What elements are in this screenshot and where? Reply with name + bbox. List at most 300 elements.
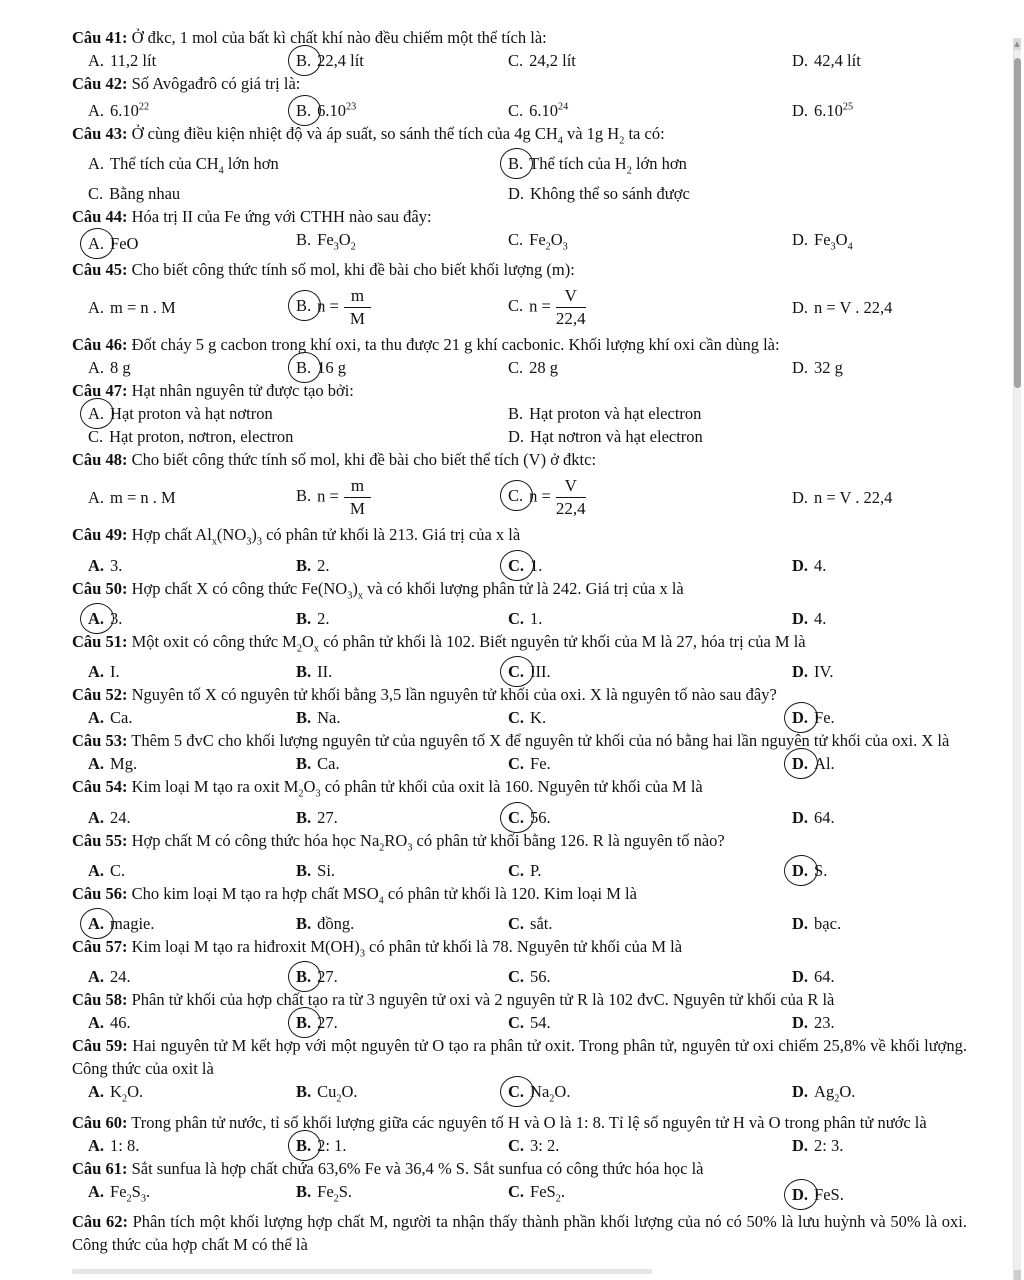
option-label: D. [792,1082,809,1102]
option-50-d [776,607,967,630]
option-text: 32 g [814,358,843,378]
question-text [72,72,967,95]
option-text: 56. [530,967,551,987]
option-48-c [492,476,776,519]
option-46-a [72,356,280,379]
option-text: 27. [317,807,338,827]
option-label: A. [88,153,105,173]
scrollbar-up-arrow-icon[interactable]: ▲ [1014,40,1020,48]
question-text [72,935,967,965]
option-text: 24,2 lít [529,51,576,70]
option-label: A. [88,662,105,682]
question-stem: Đốt cháy 5 g cacbon trong khí oxi, ta thu được 21 g khí cacbonic. Khối lượng khí oxi cần dùng là: [131,335,780,355]
question-52 [72,683,967,729]
option-label: A. [88,100,105,120]
question-53 [72,729,967,775]
option-text: n = V . 22,4 [814,487,893,507]
fraction [344,286,371,329]
option-text: $Na_2O$. [530,1082,571,1105]
option-label: A. [88,358,105,378]
question-stem: Trong phân tử nước, tỉ số khối lượng giữa các nguyên tố H và O là 1: 8. Tỉ lệ số nguyên tử H và O trong phân tử nước là [131,1112,927,1132]
circled-answer-label: B. [296,358,312,378]
option-43-d [492,182,967,205]
question-text [72,448,967,471]
option-53-b [280,752,492,775]
option-text: Mg. [110,754,138,774]
options-row [72,356,967,379]
option-text: n = V . 22,4 [814,297,893,317]
option-label: D. [792,914,809,934]
option-label: D. [508,184,525,204]
option-text: Hạt nơtron và hạt electron [530,427,703,447]
options-row [72,1011,967,1034]
option-text: 1. [530,555,543,575]
options-row [72,402,967,425]
option-text: 6.10$^{22}$ [110,100,150,120]
fraction-denominator: 22,4 [555,308,586,328]
option-59-b [280,1080,492,1110]
option-label: D. [508,427,525,447]
option-label: B. [296,1181,312,1201]
option-text: 8 g [110,358,131,378]
option-text: m = n . M [110,297,176,317]
option-48-d [776,486,967,509]
option-label: A. [88,1082,105,1102]
question-text [72,630,967,660]
question-text [72,988,967,1011]
circled-answer-label: D. [792,708,809,728]
options-row [72,859,967,882]
option-label: D. [792,807,809,827]
question-44 [72,205,967,258]
option-label: C. [88,427,104,447]
question-number: Câu 47: [72,381,128,401]
option-label: B. [296,1082,312,1102]
option-text: 42,4 lít [814,51,861,70]
question-stem: Hợp chất $Al_x(NO_3)_3$ có phân tử khối là 213. Giá trị của x là [131,525,521,548]
fraction [344,476,371,519]
option-57-c [492,965,776,988]
option-text: $Fe_2S$. [317,1181,353,1205]
option-text: $Fe_2S_3$. [110,1181,151,1205]
option-text: 27. [317,1013,338,1033]
option-text: $Fe_2O_3$ [529,230,568,253]
fraction-denominator: M [349,308,365,328]
option-label: A. [88,487,105,507]
question-stem: Ở đkc, 1 mol của bất kì chất khí nào đều chiếm một thể tích là: [131,28,547,47]
option-text: 54. [530,1013,551,1033]
fraction [556,476,586,519]
option-label: C. [508,967,525,987]
option-text: $Fe_3O_2$ [317,230,356,253]
option-52-c [492,706,776,729]
option-label: A. [88,297,105,317]
option-50-c [492,607,776,630]
option-text: 2. [317,555,330,575]
option-text: 3: 2. [530,1135,560,1155]
option-51-d [776,660,967,683]
option-text: sắt. [530,914,553,934]
option-text: Fe. [814,708,835,728]
option-label: C. [508,51,524,70]
option-text: 23. [814,1013,835,1033]
scrollbar-thumb[interactable] [1014,58,1021,388]
circled-answer-label: B. [296,967,312,987]
option-52-d [776,706,967,729]
fraction-numerator: m [344,286,371,308]
question-number: Câu 55: [72,830,128,850]
option-43-a [72,152,492,182]
option-45-b [280,286,492,329]
options-row [72,912,967,935]
circled-answer-label: B. [296,100,312,120]
options-row [72,152,967,182]
option-text: 22,4 lít [317,51,364,70]
circled-answer-label: B. [508,153,524,173]
option-42-d [776,95,967,122]
option-text: 2. [317,608,330,628]
option-44-a [72,232,280,255]
question-62 [72,1210,967,1256]
question-61 [72,1157,967,1210]
option-56-b [280,912,492,935]
circled-answer-label: C. [508,555,525,575]
option-47-d [492,425,967,448]
question-stem: Số Avôgađrô có giá trị là: [131,74,301,93]
option-text: 2: 1. [317,1135,347,1155]
option-text: Hạt proton và hạt electron [529,404,702,424]
option-text: III. [530,662,551,682]
option-61-a [72,1180,280,1210]
question-stem: Hợp chất X có công thức $Fe(NO_3)_x$ và có khối lượng phân tử là 242. Giá trị của x là [131,578,684,601]
circled-answer-label: B. [296,296,312,316]
option-49-b [280,554,492,577]
option-text: Thể tích của $H_2$ lớn hơn [529,153,687,177]
option-49-a [72,554,280,577]
option-label: C. [508,358,524,378]
option-text: 16 g [317,358,347,378]
question-text [72,683,967,706]
option-47-c [72,425,492,448]
option-label: A. [88,1013,105,1033]
option-text: Hạt proton và hạt nơtron [110,404,273,424]
question-number: Câu 49: [72,525,128,545]
option-text: I. [110,662,120,682]
question-text [72,882,967,912]
option-label: D. [792,358,809,378]
option-53-a [72,752,280,775]
fraction-denominator: M [349,498,365,518]
question-58 [72,988,967,1034]
option-60-c [492,1134,776,1157]
question-text [72,1210,967,1256]
question-stem: Sắt sunfua là hợp chất chứa 63,6% Fe và 36,4 % S. Sắt sunfua có công thức hóa học là [131,1158,704,1178]
option-label: B. [296,608,312,628]
question-text [72,205,967,228]
option-text: 1: 8. [110,1135,140,1155]
option-label: B. [296,860,312,880]
option-label: D. [792,555,809,575]
circled-answer-label: D. [792,754,809,774]
option-label: A. [88,555,105,575]
options-row [72,182,967,205]
question-text [72,1111,967,1134]
option-text: 3. [110,608,123,628]
option-text: $Fe_3O_4$ [814,230,853,253]
circled-answer-label: A. [88,914,105,934]
option-text: FeO [110,233,139,253]
option-text: IV. [814,662,834,682]
option-45-a [72,296,280,319]
question-text [72,1157,967,1180]
option-55-d [776,859,967,882]
circled-answer-label: B. [296,51,312,70]
question-stem: Hai nguyên tử M kết hợp với một nguyên tử O tạo ra phân tử oxit. Trong phân tử, nguyên tử oxi chiếm 25,8% về khối lượng. Công thức của oxit là [72,1036,968,1079]
circled-answer-label: A. [88,608,105,628]
option-text: 56. [530,807,551,827]
option-text: đồng. [317,914,355,934]
question-number: Câu 62: [72,1212,128,1232]
option-text: FeS$_2$. [530,1181,565,1205]
question-number: Câu 44: [72,207,128,227]
option-label: C. [508,100,524,120]
option-formula-prefix: n = [317,486,339,506]
option-label: C. [508,608,525,628]
option-label: B. [296,708,312,728]
option-label: B. [296,555,312,575]
option-47-a [72,402,492,425]
option-57-d [776,965,967,988]
option-label: C. [508,1181,525,1201]
question-stem: Cho biết công thức tính số mol, khi đề bài cho biết thể tích (V) ở đktc: [131,450,597,470]
option-text: 24. [110,807,131,827]
question-number: Câu 59: [72,1036,128,1056]
question-stem: Một oxit có công thức $M_2O_x$ có phân tử khối là 102. Biết nguyên tử khối của M là 27, hóa trị của M là [131,631,806,655]
option-text: P. [530,860,542,880]
option-42-a [72,95,280,122]
circled-answer-label: B. [296,1135,312,1155]
option-label: D. [792,1135,809,1155]
option-61-c [492,1180,776,1210]
option-56-c [492,912,776,935]
option-text: Fe. [530,754,551,774]
option-47-b [492,402,967,425]
question-text [72,379,967,402]
option-43-c [72,182,492,205]
option-53-d [776,752,967,775]
option-label: A. [88,967,105,987]
question-number: Câu 60: [72,1112,128,1132]
option-59-a [72,1080,280,1110]
option-text: Bằng nhau [109,184,181,204]
option-60-a [72,1134,280,1157]
option-label: B. [296,807,312,827]
option-label: C. [508,914,525,934]
question-50 [72,577,967,630]
question-number: Câu 46: [72,335,128,355]
option-label: A. [88,807,105,827]
option-label: D. [792,230,809,250]
circled-answer-label: B. [296,1013,312,1033]
question-stem: Cho biết công thức tính số mol, khi đề bài cho biết khối lượng (m): [131,260,575,280]
option-51-a [72,660,280,683]
option-text: 6.10$^{23}$ [317,100,357,120]
option-label: B. [296,754,312,774]
question-list [72,26,967,1256]
option-61-b [280,1180,492,1210]
question-49 [72,523,967,576]
option-label: C. [508,754,525,774]
option-49-d [776,554,967,577]
question-number: Câu 42: [72,74,128,93]
option-text: Al. [814,754,835,774]
option-text: 46. [110,1013,131,1033]
question-text [72,729,967,752]
option-label: A. [88,1181,105,1201]
options-row [72,49,967,72]
question-48 [72,448,967,523]
option-42-c [492,95,776,122]
option-label: B. [296,230,312,250]
question-text [72,1034,967,1080]
options-row [72,281,967,333]
option-label: A. [88,1135,105,1155]
option-formula-prefix: n = [317,296,339,316]
option-41-a [72,49,280,72]
question-number: Câu 43: [72,123,128,143]
option-text: II. [317,662,333,682]
option-label: C. [88,184,104,204]
option-60-d [776,1134,967,1157]
question-text [72,775,967,805]
option-label: A. [88,754,105,774]
question-stem: Thêm 5 đvC cho khối lượng nguyên tử của nguyên tố X để nguyên tử khối của nó bằng hai lần nguyên tử khối của oxi. X là [131,731,950,751]
option-50-b [280,607,492,630]
question-51 [72,630,967,683]
scrollbar[interactable] [1013,50,1021,1280]
option-text: bạc. [814,914,842,934]
options-row [72,228,967,258]
question-54 [72,775,967,828]
option-text: 3. [110,555,123,575]
option-44-d [776,228,967,258]
options-row [72,660,967,683]
option-text: 27. [317,967,338,987]
question-text [72,829,967,859]
option-52-a [72,706,280,729]
option-59-c [492,1080,776,1110]
option-label: D. [792,967,809,987]
option-text: $Ag_2O$. [814,1082,856,1105]
option-58-c [492,1011,776,1034]
option-formula-prefix: n = [529,486,551,506]
question-text [72,258,967,281]
question-text [72,523,967,553]
option-text: m = n . M [110,487,176,507]
option-text: 11,2 lít [110,51,157,70]
option-text: Hạt proton, nơtron, electron [109,427,294,447]
option-text: Si. [317,860,336,880]
option-54-c [492,806,776,829]
option-label: A. [88,860,105,880]
option-label: D. [792,51,809,70]
option-44-b [280,228,492,258]
question-stem: Kim loại M tạo ra hiđroxit $M(OH)_3$ có phân tử khối là 78. Nguyên tử khối của M là [131,937,683,960]
option-label: B. [508,404,524,424]
option-56-d [776,912,967,935]
option-label: D. [792,608,809,628]
option-text: 2: 3. [814,1135,844,1155]
option-label: C. [508,860,525,880]
option-label: C. [508,708,525,728]
option-41-d [776,49,967,72]
circled-answer-label: C. [508,1082,525,1102]
option-58-b [280,1011,492,1034]
question-number: Câu 41: [72,28,128,47]
question-number: Câu 53: [72,731,128,751]
option-46-d [776,356,967,379]
option-text: 64. [814,807,835,827]
option-59-d [776,1080,967,1110]
question-stem: Phân tích một khối lượng hợp chất M, người ta nhận thấy thành phần khối lượng của nó có 50% là lưu huỳnh và 50% là oxi. Công thức của hợp chất M có thể là [72,1212,968,1255]
question-text [72,333,967,356]
circled-answer-label: D. [792,860,809,880]
options-row [72,607,967,630]
question-45 [72,258,967,333]
option-58-d [776,1011,967,1034]
question-number: Câu 45: [72,260,128,280]
option-text: K. [530,708,547,728]
option-label: D. [792,297,809,317]
option-label: B. [296,914,312,934]
option-label: C. [508,296,524,316]
circled-answer-label: D. [792,1185,809,1205]
option-text: 64. [814,967,835,987]
question-stem: Hạt nhân nguyên tử được tạo bởi: [131,381,354,401]
option-44-c [492,228,776,258]
option-text: Không thể so sánh được [530,184,690,204]
question-number: Câu 61: [72,1158,128,1178]
option-text: 6.10$^{24}$ [529,100,569,120]
option-49-c [492,554,776,577]
option-58-a [72,1011,280,1034]
scrollbar-down-arrow-icon[interactable] [1014,1270,1021,1280]
options-row [72,425,967,448]
question-42 [72,72,967,122]
options-row [72,806,967,829]
option-54-a [72,806,280,829]
cropped-next-line [72,1269,652,1274]
option-61-d [776,1183,967,1206]
question-stem: Kim loại M tạo ra oxit $M_2O_3$ có phân tử khối của oxit là 160. Nguyên tử khối của M là [131,777,703,800]
question-number: Câu 56: [72,883,128,903]
question-stem: Nguyên tố X có nguyên tử khối bằng 3,5 lần nguyên tử khối của oxi. X là nguyên tố nào sau đây? [131,685,777,705]
option-45-d [776,296,967,319]
question-56 [72,882,967,935]
question-46 [72,333,967,379]
question-number: Câu 57: [72,937,128,957]
question-number: Câu 58: [72,990,128,1010]
question-47 [72,379,967,448]
fraction-numerator: m [344,476,371,498]
option-41-c [492,49,776,72]
option-48-b [280,476,492,519]
option-label: A. [88,51,105,70]
option-label: D. [792,100,809,120]
question-text [72,122,967,152]
option-label: D. [792,487,809,507]
options-row [72,554,967,577]
